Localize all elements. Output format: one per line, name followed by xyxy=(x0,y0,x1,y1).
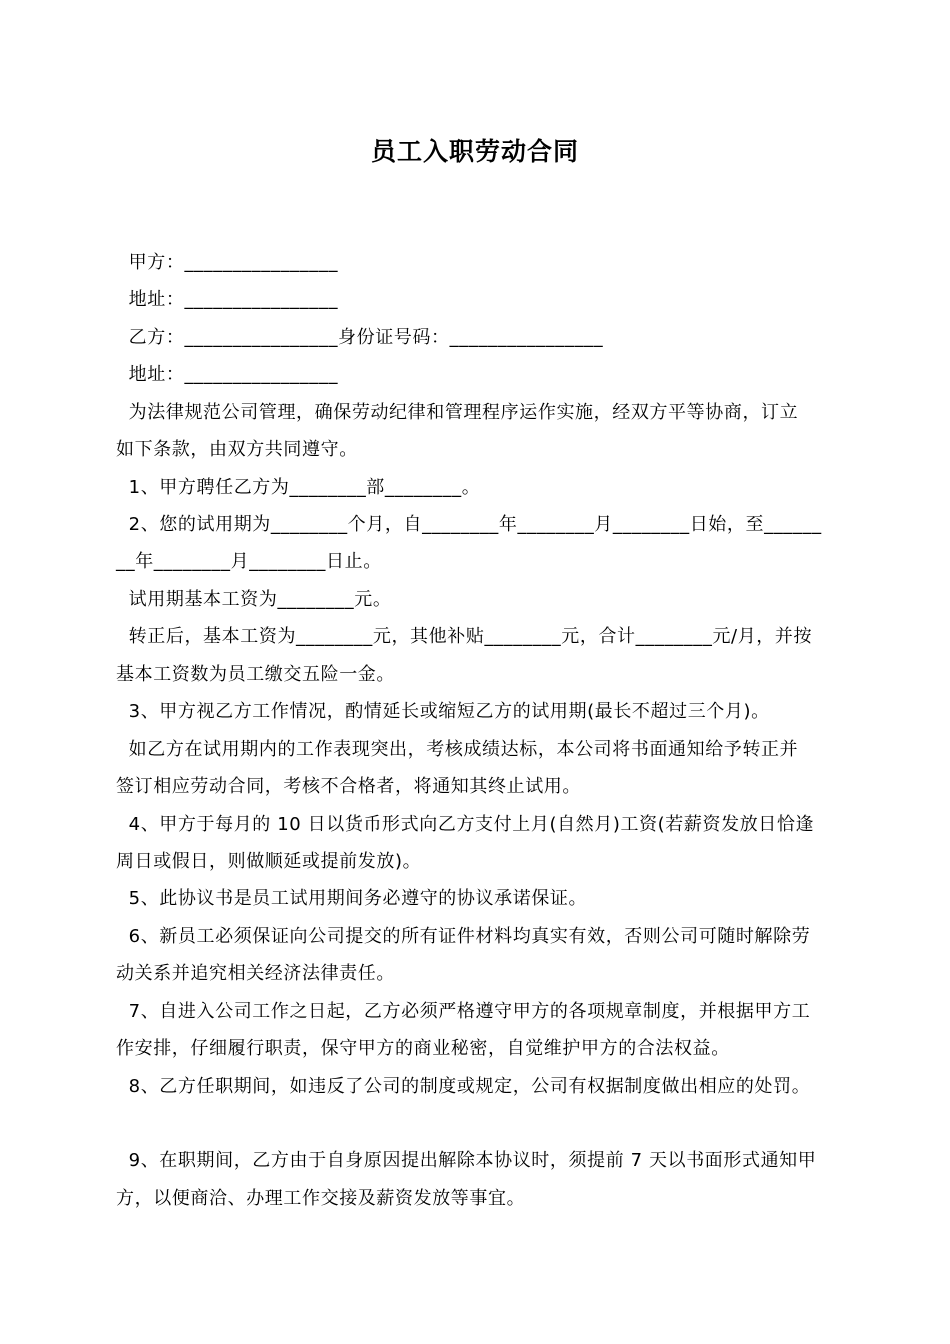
clause-3-note-line-1: 如乙方在试用期内的工作表现突出，考核成绩达标，本公司将书面通知给予转正并 xyxy=(116,739,799,760)
clause-5: 5、此协议书是员工试用期间务必遵守的协议承诺保证。 xyxy=(116,888,588,909)
clause-6-line-2: 动关系并追究相关经济法律责任。 xyxy=(116,963,395,984)
clause-6-line-1: 6、新员工必须保证向公司提交的所有证件材料均真实有效，否则公司可随时解除劳 xyxy=(116,926,811,947)
clause-2-line-2: __年________月________日止。 xyxy=(116,551,382,572)
party-a-line: 甲方：________________ xyxy=(116,252,339,273)
regular-salary-line-2: 基本工资数为员工缴交五险一金。 xyxy=(116,664,395,685)
clause-4-line-1: 4、甲方于每月的 10 日以货币形式向乙方支付上月(自然月)工资(若薪资发放日恰逢 xyxy=(116,814,815,835)
clause-3: 3、甲方视乙方工作情况，酌情延长或缩短乙方的试用期(最长不超过三个月)。 xyxy=(116,701,770,722)
party-a-address-line: 地址：________________ xyxy=(116,289,339,310)
probation-salary-line: 试用期基本工资为________元。 xyxy=(116,589,392,610)
clause-7-line-1: 7、自进入公司工作之日起，乙方必须严格遵守甲方的各项规章制度，并根据甲方工 xyxy=(116,1001,811,1022)
clause-7-line-2: 作安排，仔细履行职责，保守甲方的商业秘密，自觉维护甲方的合法权益。 xyxy=(116,1038,730,1059)
regular-salary-line-1: 转正后，基本工资为________元，其他补贴________元，合计________元/月，并按 xyxy=(116,626,813,647)
preamble-line-1: 为法律规范公司管理，确保劳动纪律和管理程序运作实施，经双方平等协商，订立 xyxy=(116,402,799,423)
party-b-address-line: 地址：________________ xyxy=(116,364,339,385)
clause-9-line-1: 9、在职期间，乙方由于自身原因提出解除本协议时，须提前 7 天以书面形式通知甲 xyxy=(116,1150,817,1171)
clause-8: 8、乙方任职期间，如违反了公司的制度或规定，公司有权据制度做出相应的处罚。 xyxy=(116,1076,811,1097)
clause-9-line-2: 方，以便商洽、办理工作交接及薪资发放等事宜。 xyxy=(116,1188,526,1209)
clause-3-note-line-2: 签订相应劳动合同，考核不合格者，将通知其终止试用。 xyxy=(116,776,581,797)
preamble-line-2: 如下条款，由双方共同遵守。 xyxy=(116,439,358,460)
document-title: 员工入职劳动合同 xyxy=(370,137,579,166)
party-b-line: 乙方：________________身份证号码：________________ xyxy=(116,327,604,348)
clause-4-line-2: 周日或假日，则做顺延或提前发放)。 xyxy=(116,851,422,872)
clause-2-line-1: 2、您的试用期为________个月，自________年________月________日始，至______ xyxy=(116,514,822,535)
clause-1: 1、甲方聘任乙方为________部________。 xyxy=(116,477,481,498)
